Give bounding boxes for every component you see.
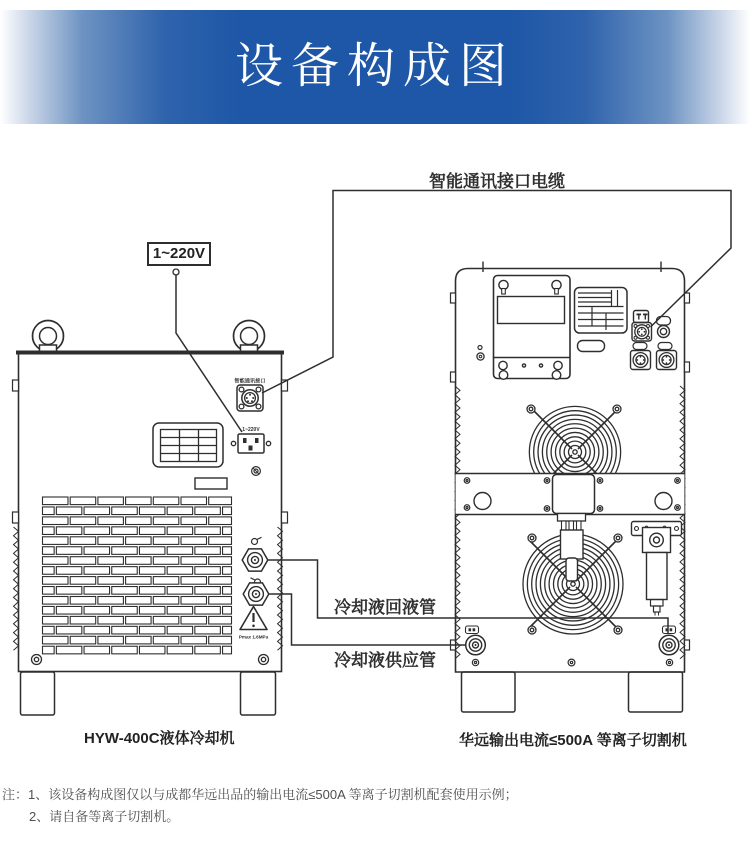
cutter-machine-drawing xyxy=(451,262,690,713)
footnotes xyxy=(2,784,518,828)
lifting-ring-icon xyxy=(33,321,64,354)
cooler-machine-drawing xyxy=(13,321,288,716)
cooler-foot xyxy=(21,672,55,715)
pressure-label: Pmax 1.6MPa xyxy=(238,634,269,640)
power-voltage-box: 1~220V xyxy=(147,242,211,266)
cooler-foot xyxy=(241,672,276,715)
middle-band xyxy=(456,474,685,515)
footnote-line-2: 2、请自备等离子切割机。 xyxy=(29,809,180,824)
power-wire-terminal xyxy=(173,269,179,275)
cutter-caption: 华远输出电流≤500A 等离子切割机 xyxy=(459,732,687,749)
footnote-line-1: 注：1、该设备构成图仅以与成都华远出品的输出电流≤500A 等离子切割机配套使用示例； xyxy=(2,787,518,802)
page-title: 设备构成图 xyxy=(234,40,515,93)
terminal-cover xyxy=(553,475,595,514)
coolant-supply-label: 冷却液供应管 xyxy=(334,651,436,670)
cutter-foot xyxy=(462,672,516,712)
power-socket-label: 1~220V xyxy=(242,427,260,433)
cutter-foot xyxy=(629,672,683,712)
coolant-return-label: 冷却液回液管 xyxy=(334,598,436,617)
comm-cable-label: 智能通讯接口电缆 xyxy=(429,172,565,191)
cooler-caption: HYW-400C液体冷却机 xyxy=(84,730,235,747)
comm-port-label: 智能通讯接口 xyxy=(234,378,266,385)
lifting-ring-icon xyxy=(234,321,265,354)
